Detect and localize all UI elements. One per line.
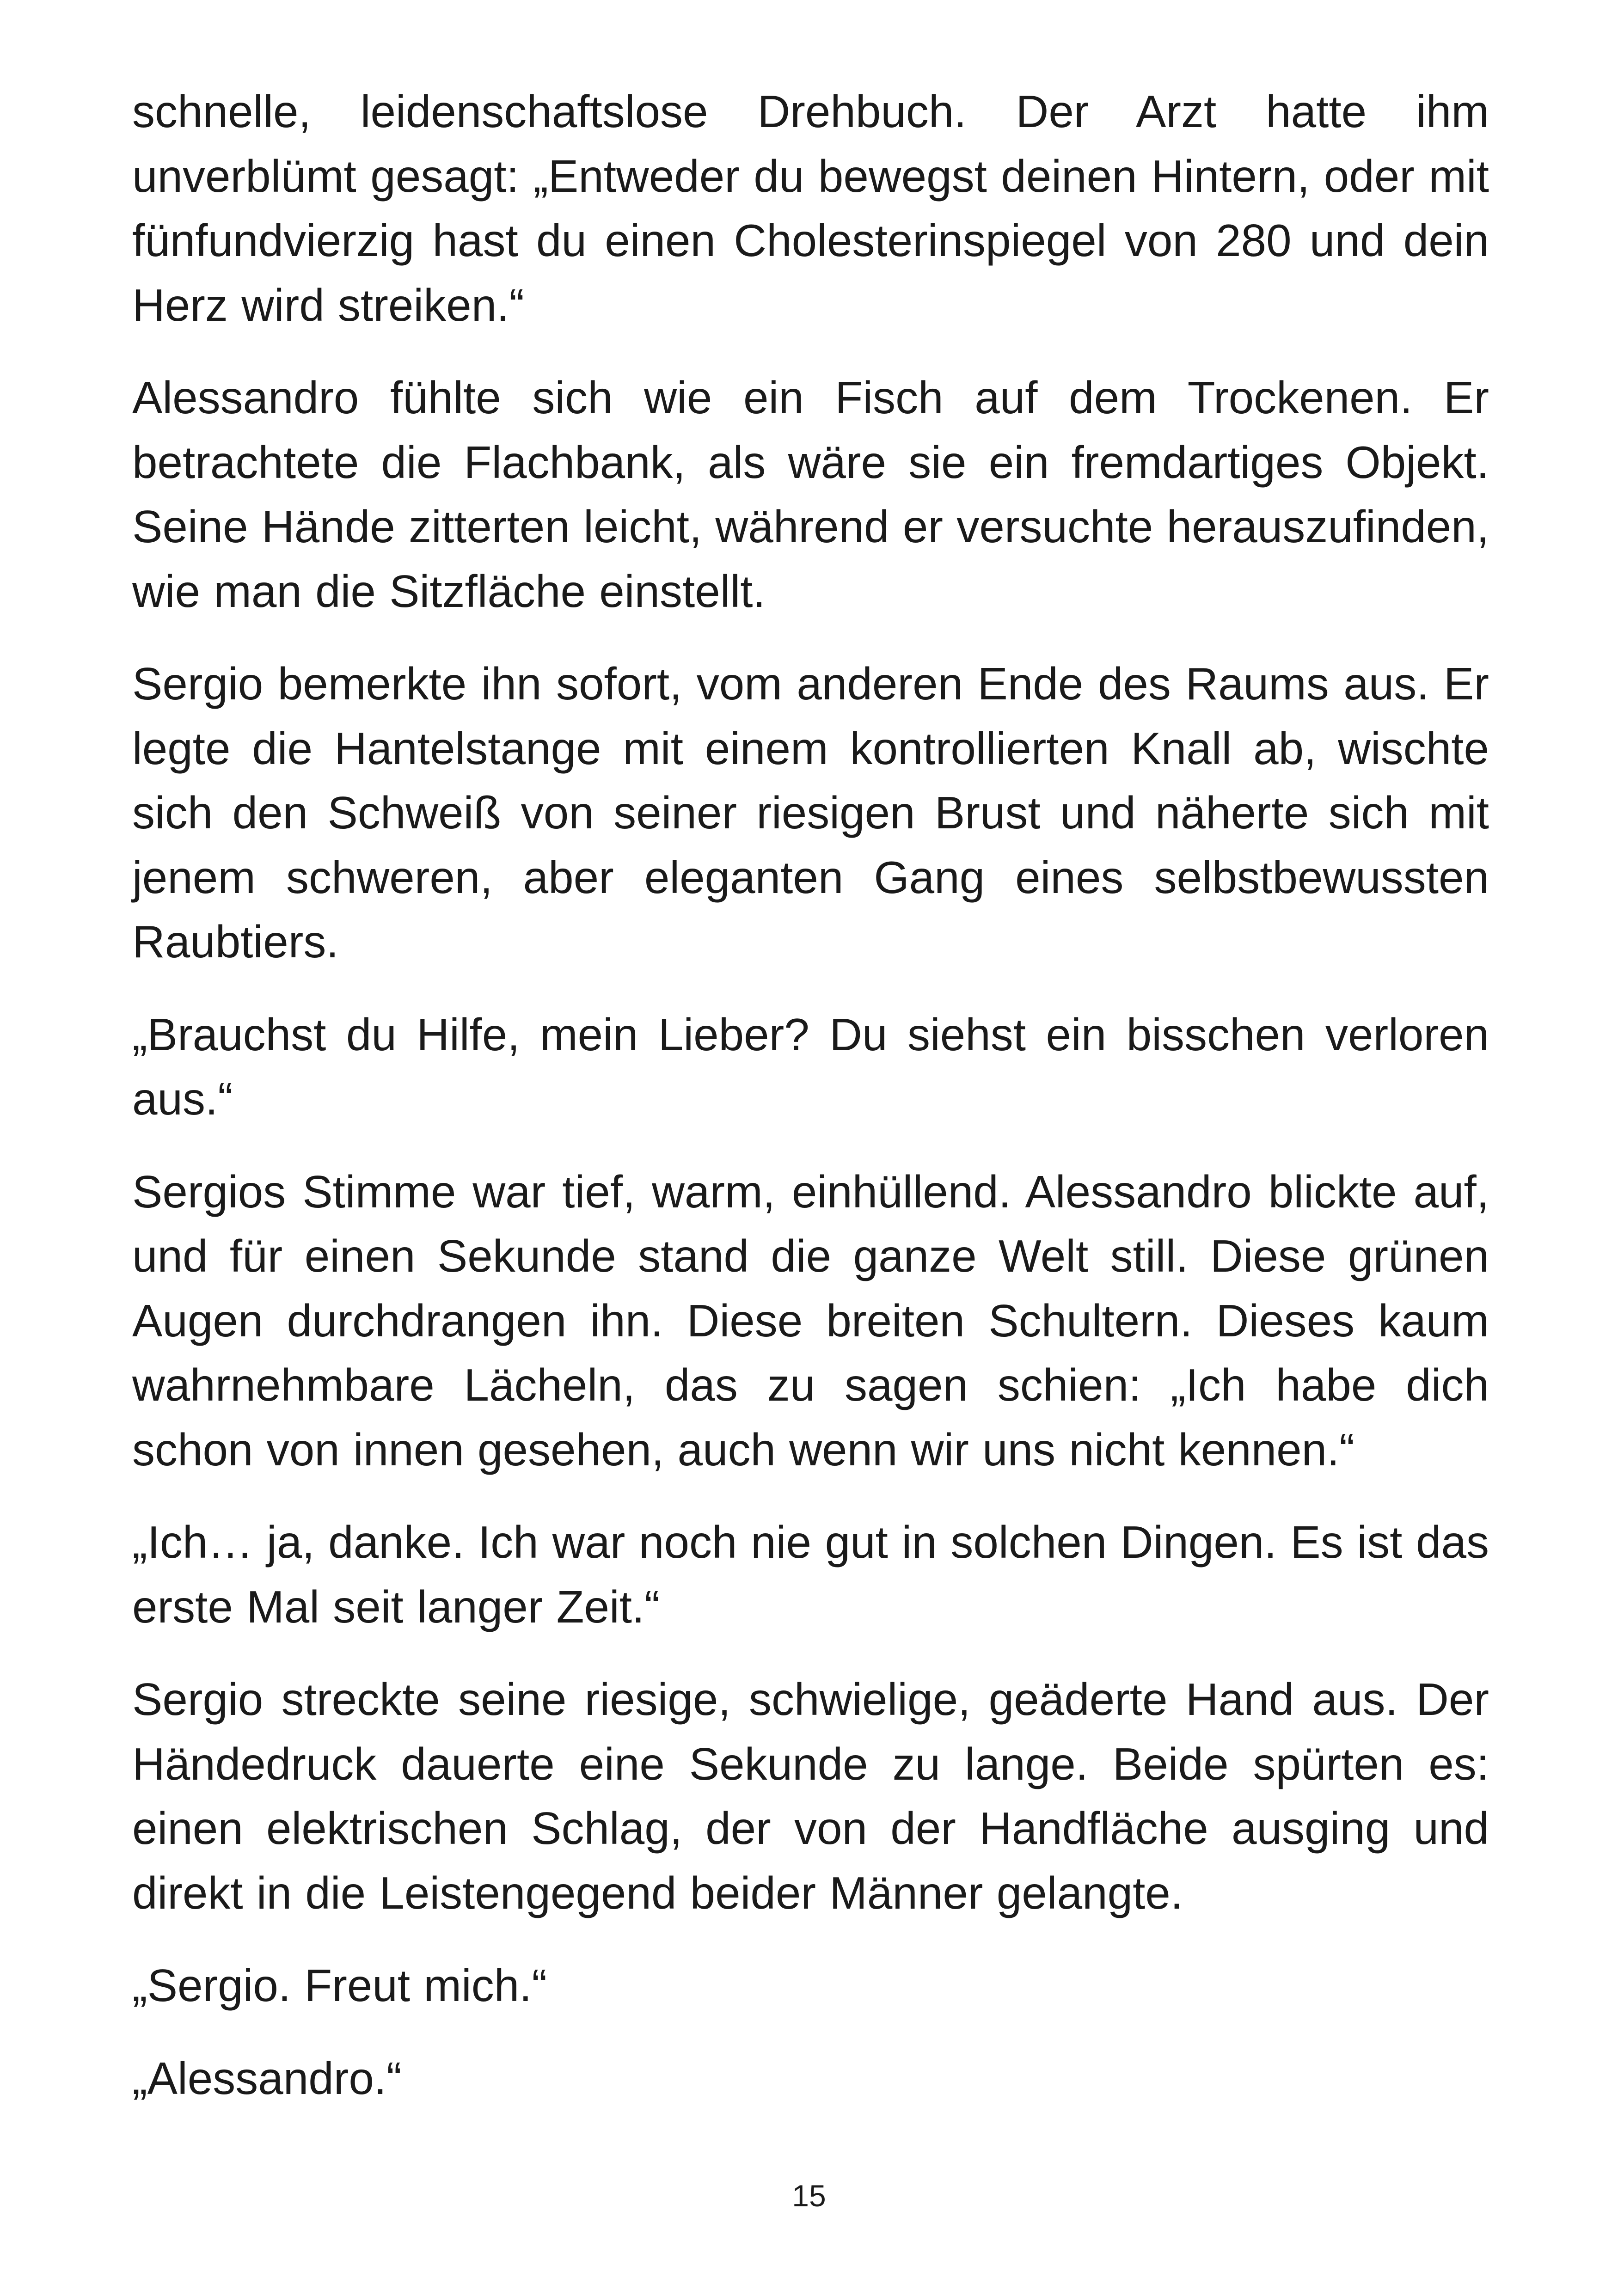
paragraph: Sergio bemerkte ihn sofort, vom anderen Ende des Raums aus. Er legte die Hantelstange mit einem kontrollierten Knall ab, wischte sich den Schweiß von seiner riesigen Brust und näherte sich mit jenem schweren, aber eleganten Gang eines selbstbewussten Raubtiers. bbox=[132, 658, 1489, 967]
paragraph: Alessandro fühlte sich wie ein Fisch auf dem Trockenen. Er betrachtete die Flachbank, als wäre sie ein fremdartiges Objekt. Seine Hände zitterten leicht, während er versuchte herauszufinden, wie man die Sitzfläche einstellt. bbox=[132, 372, 1489, 617]
paragraph: „Brauchst du Hilfe, mein Lieber? Du siehst ein bisschen verloren aus.“ bbox=[132, 1009, 1489, 1124]
paragraph: schnelle, leidenschaftslose Drehbuch. Der Arzt hatte ihm unverblümt gesagt: „Entweder du bewegst deinen Hintern, oder mit fünfundvierzig hast du einen Cholesterinspiegel von 280 und dein Herz wird streiken.“ bbox=[132, 86, 1489, 331]
body-text bbox=[132, 80, 1489, 2139]
paragraph: „Alessandro.“ bbox=[132, 2052, 402, 2104]
paragraph: Sergio streckte seine riesige, schwielige, geäderte Hand aus. Der Händedruck dauerte eine Sekunde zu lange. Beide spürten es: einen elektrischen Schlag, der von der Handfläche ausging und direkt in die Leistengegend beider Männer gelangte. bbox=[132, 1674, 1489, 1918]
paragraph: Sergios Stimme war tief, warm, einhüllend. Alessandro blickte auf, und für einen Sekunde stand die ganze Welt still. Diese grünen Augen durchdrangen ihn. Diese breiten Schultern. Dieses kaum wahrnehmbare Lächeln, das zu sagen schien: „Ich habe dich schon von innen gesehen, auch wenn wir uns nicht kennen.“ bbox=[132, 1166, 1489, 1475]
page-number: 15 bbox=[792, 2179, 826, 2213]
paragraph: „Sergio. Freut mich.“ bbox=[132, 1960, 547, 2011]
paragraph: „Ich… ja, danke. Ich war noch nie gut in solchen Dingen. Es ist das erste Mal seit langer Zeit.“ bbox=[132, 1517, 1489, 1632]
